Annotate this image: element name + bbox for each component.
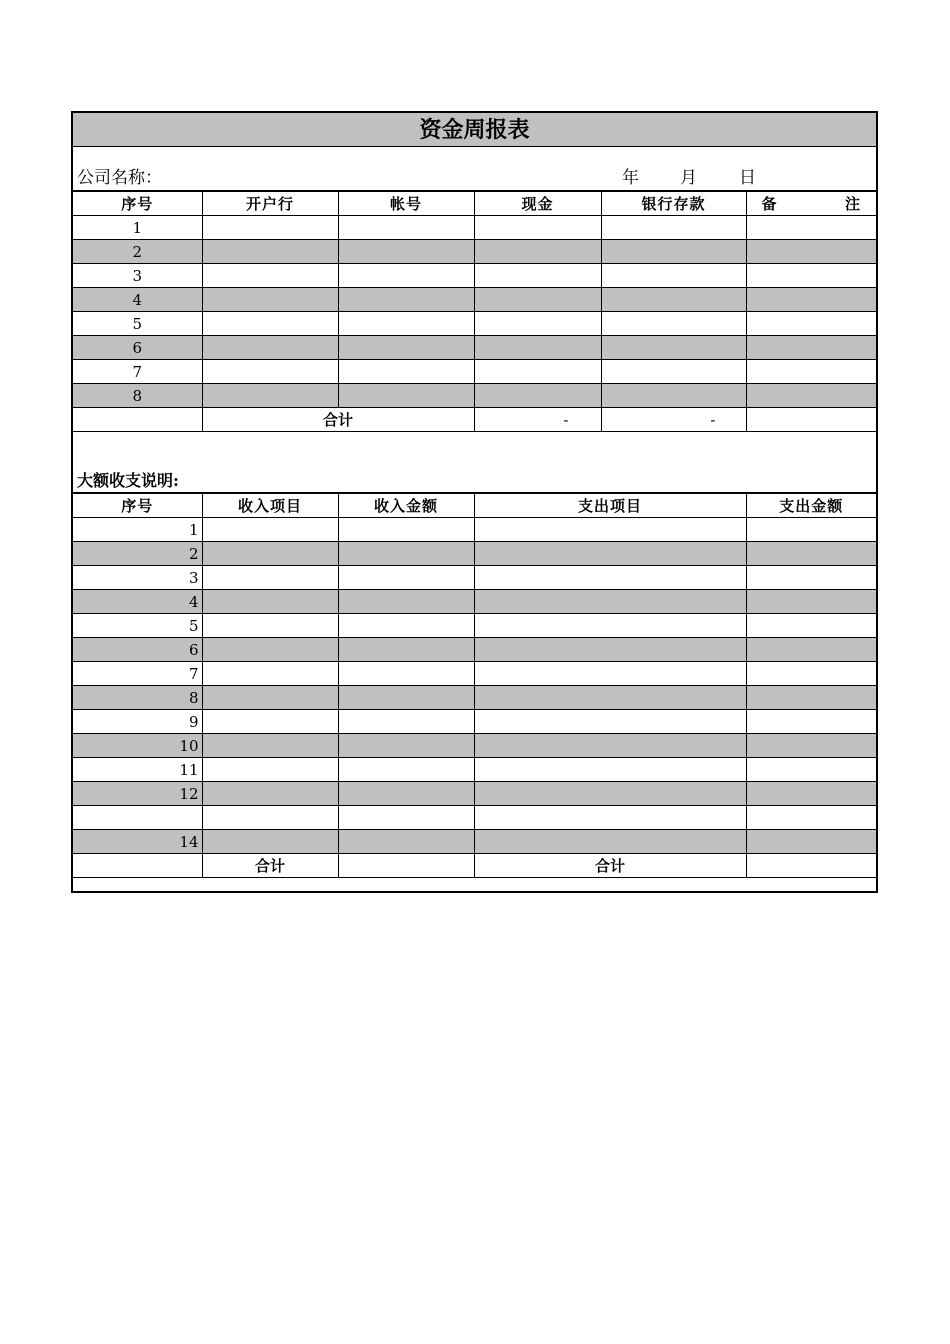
row-index: 6 — [73, 336, 202, 360]
table-row — [73, 360, 876, 384]
row-index: 6 — [73, 638, 202, 662]
table-row — [73, 614, 876, 638]
cash-cell[interactable] — [474, 288, 601, 312]
large-income-expense-label: 大额收支说明: — [77, 471, 179, 490]
income-item-cell[interactable] — [202, 830, 338, 854]
cash-cell[interactable] — [474, 240, 601, 264]
total-index-cell — [73, 408, 202, 432]
income-amount-cell[interactable] — [338, 710, 474, 734]
expense-item-cell[interactable] — [474, 806, 746, 830]
bank-cell[interactable] — [202, 216, 338, 240]
table-row — [73, 830, 876, 854]
row-index: 7 — [73, 662, 202, 686]
account-cell[interactable] — [338, 336, 474, 360]
remark-cell[interactable] — [746, 336, 876, 360]
date-year-label: 年 — [622, 168, 639, 188]
table-row — [73, 542, 876, 566]
row-index: 9 — [73, 710, 202, 734]
cash-cell[interactable] — [474, 216, 601, 240]
cash-total-value: - — [474, 408, 601, 432]
col-header-bank: 开户行 — [202, 192, 338, 216]
expense-amount-cell[interactable] — [746, 806, 876, 830]
expense-item-cell[interactable] — [474, 662, 746, 686]
row-index: 3 — [73, 566, 202, 590]
cash-cell[interactable] — [474, 336, 601, 360]
row-index: 12 — [73, 782, 202, 806]
bank-cell[interactable] — [202, 384, 338, 408]
row-index: 8 — [73, 686, 202, 710]
cash-cell[interactable] — [474, 312, 601, 336]
col-header-expense-item: 支出项目 — [474, 494, 746, 518]
deposit-cell[interactable] — [601, 336, 746, 360]
deposit-cell[interactable] — [601, 216, 746, 240]
expense-item-cell[interactable] — [474, 614, 746, 638]
expense-amount-cell[interactable] — [746, 782, 876, 806]
row-index: 11 — [73, 758, 202, 782]
remark-total-cell — [746, 408, 876, 432]
account-cell[interactable] — [338, 312, 474, 336]
fund-total-label: 合计 — [202, 408, 474, 432]
table-row — [73, 288, 876, 312]
col-header-expense-amount: 支出金额 — [746, 494, 876, 518]
row-index — [73, 806, 202, 830]
row-index: 8 — [73, 384, 202, 408]
col-header-deposit: 银行存款 — [601, 192, 746, 216]
bank-cell[interactable] — [202, 336, 338, 360]
deposit-cell[interactable] — [601, 360, 746, 384]
expense-amount-cell[interactable] — [746, 518, 876, 542]
account-cell[interactable] — [338, 240, 474, 264]
table-row — [73, 518, 876, 542]
income-item-cell[interactable] — [202, 590, 338, 614]
bank-cell[interactable] — [202, 360, 338, 384]
bank-cell[interactable] — [202, 312, 338, 336]
deposit-cell[interactable] — [601, 264, 746, 288]
expense-total-label: 合计 — [474, 854, 746, 878]
expense-item-cell[interactable] — [474, 710, 746, 734]
col-header-index: 序号 — [73, 192, 202, 216]
deposit-cell[interactable] — [601, 288, 746, 312]
expense-item-cell[interactable] — [474, 638, 746, 662]
row-index: 4 — [73, 590, 202, 614]
bank-cell[interactable] — [202, 288, 338, 312]
income-item-cell[interactable] — [202, 566, 338, 590]
expense-item-cell[interactable] — [474, 566, 746, 590]
expense-amount-cell[interactable] — [746, 638, 876, 662]
table-row — [73, 758, 876, 782]
income-amount-cell[interactable] — [338, 518, 474, 542]
remark-cell[interactable] — [746, 264, 876, 288]
table-row — [73, 384, 876, 408]
expense-item-cell[interactable] — [474, 758, 746, 782]
row-index: 1 — [73, 518, 202, 542]
remark-cell[interactable] — [746, 240, 876, 264]
income-amount-cell[interactable] — [338, 782, 474, 806]
expense-total-value[interactable] — [746, 854, 876, 878]
col-header-account: 帐号 — [338, 192, 474, 216]
table-row — [73, 566, 876, 590]
bank-cell[interactable] — [202, 240, 338, 264]
cash-cell[interactable] — [474, 264, 601, 288]
bank-cell[interactable] — [202, 264, 338, 288]
income-amount-cell[interactable] — [338, 686, 474, 710]
expense-item-cell[interactable] — [474, 830, 746, 854]
date-month-label: 月 — [680, 168, 697, 188]
remark-cell[interactable] — [746, 384, 876, 408]
expense-item-cell[interactable] — [474, 734, 746, 758]
total-index-cell — [73, 854, 202, 878]
report-sheet — [71, 111, 878, 893]
io-total-row — [73, 854, 876, 878]
expense-amount-cell[interactable] — [746, 734, 876, 758]
fund-total-row — [73, 408, 876, 432]
remark-cell[interactable] — [746, 360, 876, 384]
deposit-cell[interactable] — [601, 240, 746, 264]
income-expense-table — [73, 493, 876, 878]
income-item-cell[interactable] — [202, 542, 338, 566]
col-header-income-item: 收入项目 — [202, 494, 338, 518]
income-item-cell[interactable] — [202, 758, 338, 782]
income-amount-cell[interactable] — [338, 806, 474, 830]
account-cell[interactable] — [338, 264, 474, 288]
income-item-cell[interactable] — [202, 806, 338, 830]
table-row — [73, 240, 876, 264]
remark-cell[interactable] — [746, 312, 876, 336]
account-cell[interactable] — [338, 216, 474, 240]
col-header-income-amount: 收入金额 — [338, 494, 474, 518]
col-header-remark — [746, 192, 876, 216]
remark-cell[interactable] — [746, 216, 876, 240]
income-item-cell[interactable] — [202, 686, 338, 710]
remark-cell[interactable] — [746, 288, 876, 312]
table-row — [73, 216, 876, 240]
expense-item-cell[interactable] — [474, 542, 746, 566]
expense-amount-cell[interactable] — [746, 830, 876, 854]
income-amount-cell[interactable] — [338, 542, 474, 566]
income-amount-cell[interactable] — [338, 662, 474, 686]
cash-cell[interactable] — [474, 384, 601, 408]
fund-table — [73, 191, 876, 432]
account-cell[interactable] — [338, 384, 474, 408]
remark-header-char-2: 注 — [844, 195, 861, 213]
row-index: 2 — [73, 240, 202, 264]
income-item-cell[interactable] — [202, 614, 338, 638]
fund-table-header — [73, 192, 876, 216]
income-amount-cell[interactable] — [338, 734, 474, 758]
row-index: 5 — [73, 614, 202, 638]
expense-amount-cell[interactable] — [746, 686, 876, 710]
income-total-label: 合计 — [202, 854, 338, 878]
company-line — [73, 147, 876, 191]
expense-item-cell[interactable] — [474, 686, 746, 710]
income-item-cell[interactable] — [202, 710, 338, 734]
expense-amount-cell[interactable] — [746, 710, 876, 734]
row-index: 1 — [73, 216, 202, 240]
expense-amount-cell[interactable] — [746, 614, 876, 638]
expense-item-cell[interactable] — [474, 782, 746, 806]
table-row — [73, 264, 876, 288]
cash-cell[interactable] — [474, 360, 601, 384]
row-index: 7 — [73, 360, 202, 384]
income-total-value[interactable] — [338, 854, 474, 878]
income-item-cell[interactable] — [202, 734, 338, 758]
expense-item-cell[interactable] — [474, 518, 746, 542]
table-row — [73, 638, 876, 662]
company-name-label: 公司名称： — [77, 168, 162, 188]
account-cell[interactable] — [338, 288, 474, 312]
account-cell[interactable] — [338, 360, 474, 384]
income-amount-cell[interactable] — [338, 614, 474, 638]
income-amount-cell[interactable] — [338, 758, 474, 782]
row-index: 10 — [73, 734, 202, 758]
expense-amount-cell[interactable] — [746, 542, 876, 566]
row-index: 5 — [73, 312, 202, 336]
io-table-header — [73, 494, 876, 518]
col-header-cash: 现金 — [474, 192, 601, 216]
income-amount-cell[interactable] — [338, 638, 474, 662]
table-row — [73, 336, 876, 360]
col-header-index: 序号 — [73, 494, 202, 518]
table-row — [73, 710, 876, 734]
income-amount-cell[interactable] — [338, 566, 474, 590]
income-amount-cell[interactable] — [338, 830, 474, 854]
income-item-cell[interactable] — [202, 518, 338, 542]
expense-amount-cell[interactable] — [746, 566, 876, 590]
income-item-cell[interactable] — [202, 662, 338, 686]
table-row — [73, 686, 876, 710]
table-row — [73, 312, 876, 336]
row-index: 4 — [73, 288, 202, 312]
expense-item-cell[interactable] — [474, 590, 746, 614]
deposit-cell[interactable] — [601, 312, 746, 336]
table-row — [73, 662, 876, 686]
bank-total-value: - — [601, 408, 746, 432]
table-row — [73, 782, 876, 806]
expense-amount-cell[interactable] — [746, 662, 876, 686]
table-row — [73, 590, 876, 614]
report-title: 资金周报表 — [73, 113, 876, 147]
income-item-cell[interactable] — [202, 782, 338, 806]
expense-amount-cell[interactable] — [746, 590, 876, 614]
date-day-label: 日 — [739, 168, 756, 188]
income-item-cell[interactable] — [202, 638, 338, 662]
row-index: 14 — [73, 830, 202, 854]
deposit-cell[interactable] — [601, 384, 746, 408]
table-row — [73, 734, 876, 758]
row-index: 3 — [73, 264, 202, 288]
row-index: 2 — [73, 542, 202, 566]
section-gap — [73, 443, 876, 493]
expense-amount-cell[interactable] — [746, 758, 876, 782]
remark-header-char-1: 备 — [761, 195, 778, 213]
income-amount-cell[interactable] — [338, 590, 474, 614]
table-row — [73, 806, 876, 830]
